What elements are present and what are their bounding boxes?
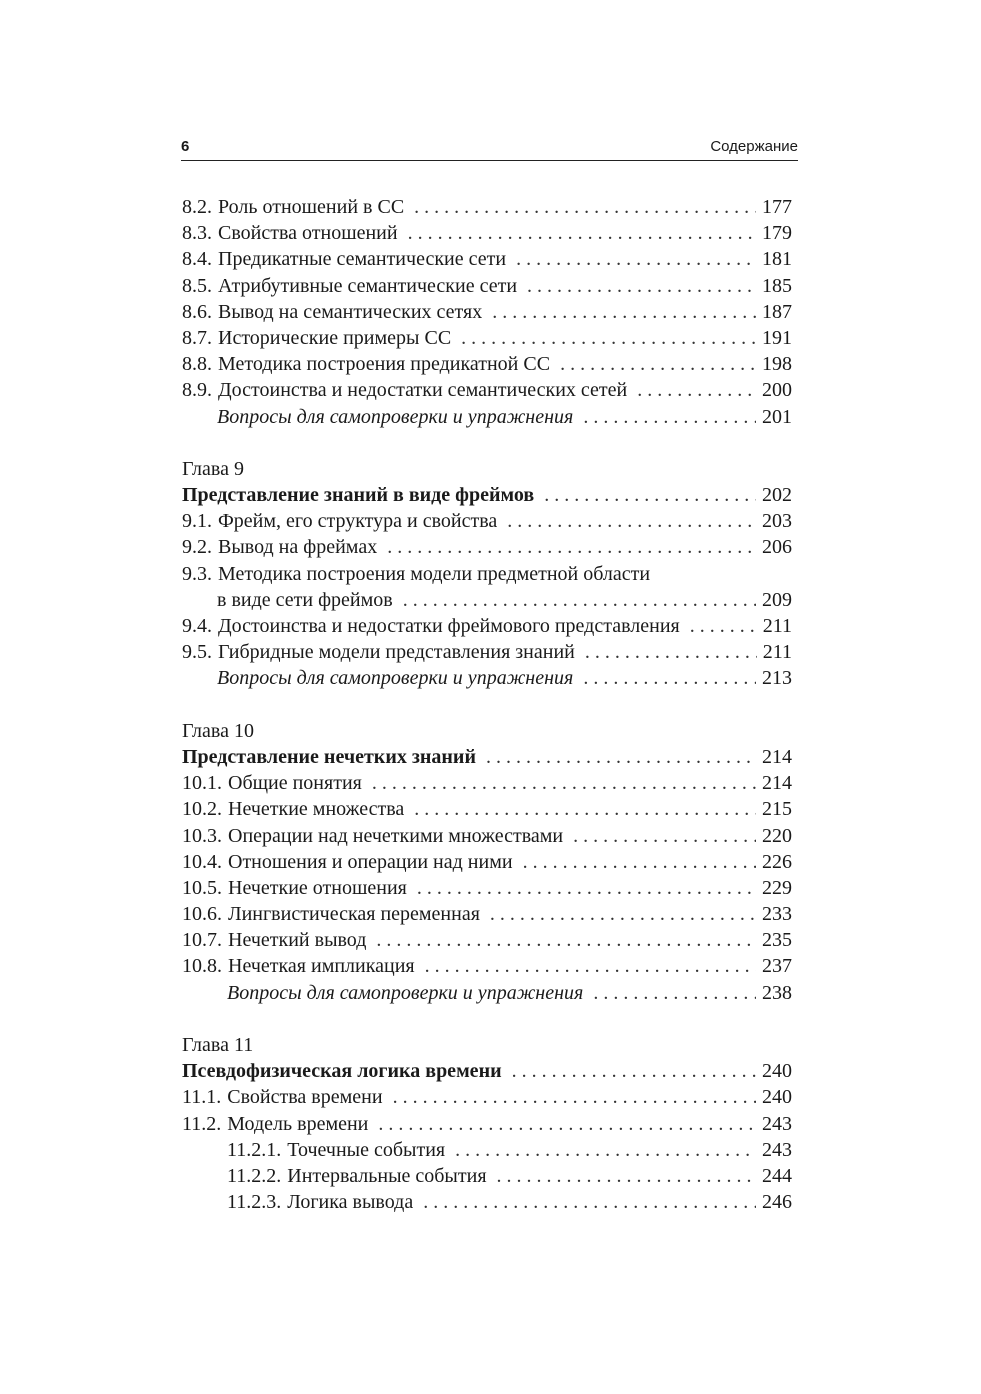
entry-number: 8.9. — [182, 379, 212, 402]
toc-entry-10-questions — [182, 980, 792, 1006]
entry-number: 9.3. — [182, 562, 212, 585]
toc-entry-10-3 — [182, 823, 792, 849]
toc-entry-11-2-1 — [182, 1137, 792, 1163]
entry-page: 233 — [762, 903, 792, 926]
toc-entry-8-3 — [182, 220, 792, 246]
leader-dots — [490, 901, 756, 927]
entry-number: 11.2.2. — [227, 1164, 282, 1187]
entry-page: 246 — [762, 1191, 792, 1214]
toc-entry-11-2-3 — [182, 1189, 792, 1215]
entry-page: 243 — [762, 1112, 792, 1135]
entry-page: 235 — [762, 929, 792, 952]
entry-page: 181 — [762, 248, 792, 271]
entry-page: 215 — [762, 798, 792, 821]
entry-page: 198 — [762, 353, 792, 376]
entry-title: Отношения и операции над ними — [228, 850, 513, 873]
leader-dots — [425, 953, 756, 979]
leader-dots — [414, 194, 756, 220]
entry-page: 214 — [762, 745, 792, 768]
toc-entry-11-2 — [182, 1111, 792, 1137]
toc-entry-10-8 — [182, 953, 792, 979]
leader-dots — [372, 770, 756, 796]
leader-dots — [414, 796, 756, 822]
leader-dots — [544, 482, 756, 508]
page-number: 6 — [181, 138, 190, 155]
entry-number: 11.2.3. — [227, 1191, 282, 1214]
entry-page: 211 — [762, 641, 792, 664]
entry-page: 226 — [762, 850, 792, 873]
entry-number: 9.5. — [182, 641, 212, 664]
leader-dots — [516, 246, 756, 272]
toc-entry-8-4 — [182, 246, 792, 272]
entry-number: 9.4. — [182, 615, 212, 637]
leader-dots — [455, 1137, 756, 1163]
entry-number: 10.1. — [182, 772, 222, 795]
leader-dots — [560, 351, 756, 377]
toc-entry-10-5 — [182, 875, 792, 901]
spacer — [182, 692, 792, 718]
leader-dots — [417, 875, 756, 901]
leader-dots — [507, 508, 756, 534]
toc-entry-9-5 — [182, 639, 792, 665]
toc-entry-10-2 — [182, 796, 792, 822]
entry-number: 10.6. — [182, 903, 222, 926]
toc-entry-9-1 — [182, 508, 792, 534]
entry-title: Нечеткие множества — [228, 798, 405, 821]
section-title: Содержание — [710, 138, 798, 155]
leader-dots — [486, 744, 756, 770]
entry-number: 9.1. — [182, 510, 212, 533]
entry-title: Интервальные события — [287, 1164, 487, 1187]
table-of-contents — [182, 194, 792, 1215]
entry-page: 202 — [762, 484, 792, 507]
entry-title: Свойства отношений — [218, 222, 398, 245]
entry-number: 10.7. — [182, 929, 222, 952]
running-head — [181, 136, 798, 161]
entry-page: 244 — [762, 1164, 792, 1187]
chapter-title: Представление знаний в виде фреймов — [182, 484, 535, 507]
leader-dots — [583, 404, 756, 430]
entry-page: 179 — [762, 222, 792, 245]
toc-entry-9-2 — [182, 534, 792, 560]
entry-page: 211 — [762, 615, 792, 637]
entry-title: Модель времени — [227, 1112, 369, 1135]
entry-title: Нечеткие отношения — [228, 876, 407, 899]
entry-number: 8.7. — [182, 326, 212, 349]
toc-entry-11-2-2 — [182, 1163, 792, 1189]
leader-dots — [376, 927, 756, 953]
chapter-title: Представление нечетких знаний — [182, 745, 476, 768]
chapter-heading-11 — [182, 1058, 792, 1084]
entry-title: Достоинства и недостатки фреймового представления — [218, 615, 680, 637]
leader-dots — [403, 587, 756, 613]
entry-title: Вопросы для самопроверки и упражнения — [227, 981, 584, 1004]
chapter-label-11: Глава 11 — [182, 1034, 254, 1056]
chapter-title: Псевдофизическая логика времени — [182, 1060, 502, 1083]
entry-title: Операции над нечеткими множествами — [228, 824, 564, 847]
entry-title: Вопросы для самопроверки и упражнения — [217, 405, 574, 428]
entry-title: Логика вывода — [287, 1191, 414, 1214]
entry-title: Вывод на семантических сетях — [218, 300, 483, 323]
toc-entry-8-questions — [182, 404, 792, 430]
entry-number: 11.2. — [182, 1112, 222, 1135]
entry-number: 8.2. — [182, 196, 212, 218]
entry-page: 229 — [762, 876, 792, 899]
entry-number: 8.4. — [182, 248, 212, 271]
leader-dots — [512, 1058, 756, 1084]
toc-entry-9-3 — [182, 561, 792, 587]
toc-entry-8-8 — [182, 351, 792, 377]
leader-dots — [492, 299, 756, 325]
entry-number: 8.6. — [182, 300, 212, 323]
entry-number: 10.2. — [182, 798, 222, 821]
entry-page: 209 — [762, 588, 792, 611]
leader-dots — [593, 980, 756, 1006]
entry-page: 206 — [762, 536, 792, 559]
entry-title: Достоинства и недостатки семантических сетей — [218, 379, 628, 402]
entry-title: Общие понятия — [228, 772, 362, 795]
leader-dots — [690, 613, 757, 639]
entry-page: 201 — [762, 405, 792, 428]
entry-title: Лингвистическая переменная — [228, 903, 480, 926]
entry-page: 240 — [762, 1086, 792, 1109]
entry-page: 237 — [762, 955, 792, 978]
entry-number: 9.2. — [182, 536, 212, 559]
toc-entry-8-7 — [182, 325, 792, 351]
leader-dots — [497, 1163, 756, 1189]
entry-number: 10.4. — [182, 850, 222, 873]
toc-entry-8-9 — [182, 377, 792, 403]
entry-title: Предикатные семантические сети — [218, 248, 507, 271]
entry-number: 8.8. — [182, 353, 212, 376]
entry-title: Вывод на фреймах — [218, 536, 378, 559]
entry-title: Исторические примеры СС — [218, 326, 452, 349]
leader-dots — [523, 849, 756, 875]
entry-number: 10.3. — [182, 824, 222, 847]
entry-number: 8.5. — [182, 274, 212, 297]
entry-page: 213 — [762, 667, 792, 690]
leader-dots — [408, 220, 756, 246]
leader-dots — [585, 639, 757, 665]
leader-dots — [423, 1189, 756, 1215]
entry-title-continuation: в виде сети фреймов — [217, 588, 393, 611]
leader-dots — [461, 325, 756, 351]
chapter-heading-10 — [182, 744, 792, 770]
entry-title: Вопросы для самопроверки и упражнения — [217, 667, 574, 690]
entry-title: Нечеткий вывод — [228, 929, 367, 952]
chapter-label-9: Глава 9 — [182, 457, 244, 480]
toc-entry-8-2 — [182, 194, 792, 220]
toc-entry-9-questions — [182, 665, 792, 691]
toc-entry-8-5 — [182, 273, 792, 299]
entry-title: Методика построения предикатной СС — [218, 353, 551, 376]
toc-entry-10-1 — [182, 770, 792, 796]
entry-number: 11.1. — [182, 1086, 222, 1109]
entry-page: 200 — [762, 379, 792, 402]
leader-dots — [387, 534, 756, 560]
entry-title: Атрибутивные семантические сети — [218, 274, 518, 297]
entry-page: 185 — [762, 274, 792, 297]
entry-number: 10.5. — [182, 876, 222, 899]
entry-page: 240 — [762, 1060, 792, 1083]
toc-entry-10-6 — [182, 901, 792, 927]
entry-page: 243 — [762, 1138, 792, 1161]
leader-dots — [393, 1084, 756, 1110]
leader-dots — [378, 1111, 756, 1137]
entry-number: 10.8. — [182, 955, 222, 978]
entry-title: Гибридные модели представления знаний — [218, 641, 575, 664]
toc-entry-8-6 — [182, 299, 792, 325]
entry-page: 187 — [762, 300, 792, 323]
entry-number: 11.2.1. — [227, 1138, 282, 1161]
chapter-label-10: Глава 10 — [182, 719, 254, 742]
toc-entry-10-4 — [182, 849, 792, 875]
entry-page: 177 — [762, 196, 792, 218]
leader-dots — [583, 665, 756, 691]
entry-title: Роль отношений в СС — [218, 196, 405, 218]
entry-title: Свойства времени — [227, 1086, 383, 1109]
spacer — [182, 430, 792, 456]
entry-page: 220 — [762, 824, 792, 847]
entry-title: Фрейм, его структура и свойства — [218, 510, 498, 533]
entry-page: 203 — [762, 510, 792, 533]
toc-entry-9-3-cont — [182, 587, 792, 613]
toc-entry-9-4 — [182, 613, 792, 639]
entry-title: Методика построения модели предметной области — [218, 562, 651, 585]
entry-title: Нечеткая импликация — [228, 955, 415, 978]
toc-entry-11-1 — [182, 1084, 792, 1110]
leader-dots — [527, 273, 756, 299]
entry-number: 8.3. — [182, 222, 212, 245]
entry-title: Точечные события — [287, 1138, 446, 1161]
chapter-heading-9 — [182, 482, 792, 508]
spacer — [182, 1006, 792, 1032]
toc-entry-10-7 — [182, 927, 792, 953]
leader-dots — [637, 377, 756, 403]
entry-page: 191 — [762, 326, 792, 349]
entry-page: 214 — [762, 772, 792, 795]
entry-page: 238 — [762, 981, 792, 1004]
leader-dots — [573, 823, 756, 849]
